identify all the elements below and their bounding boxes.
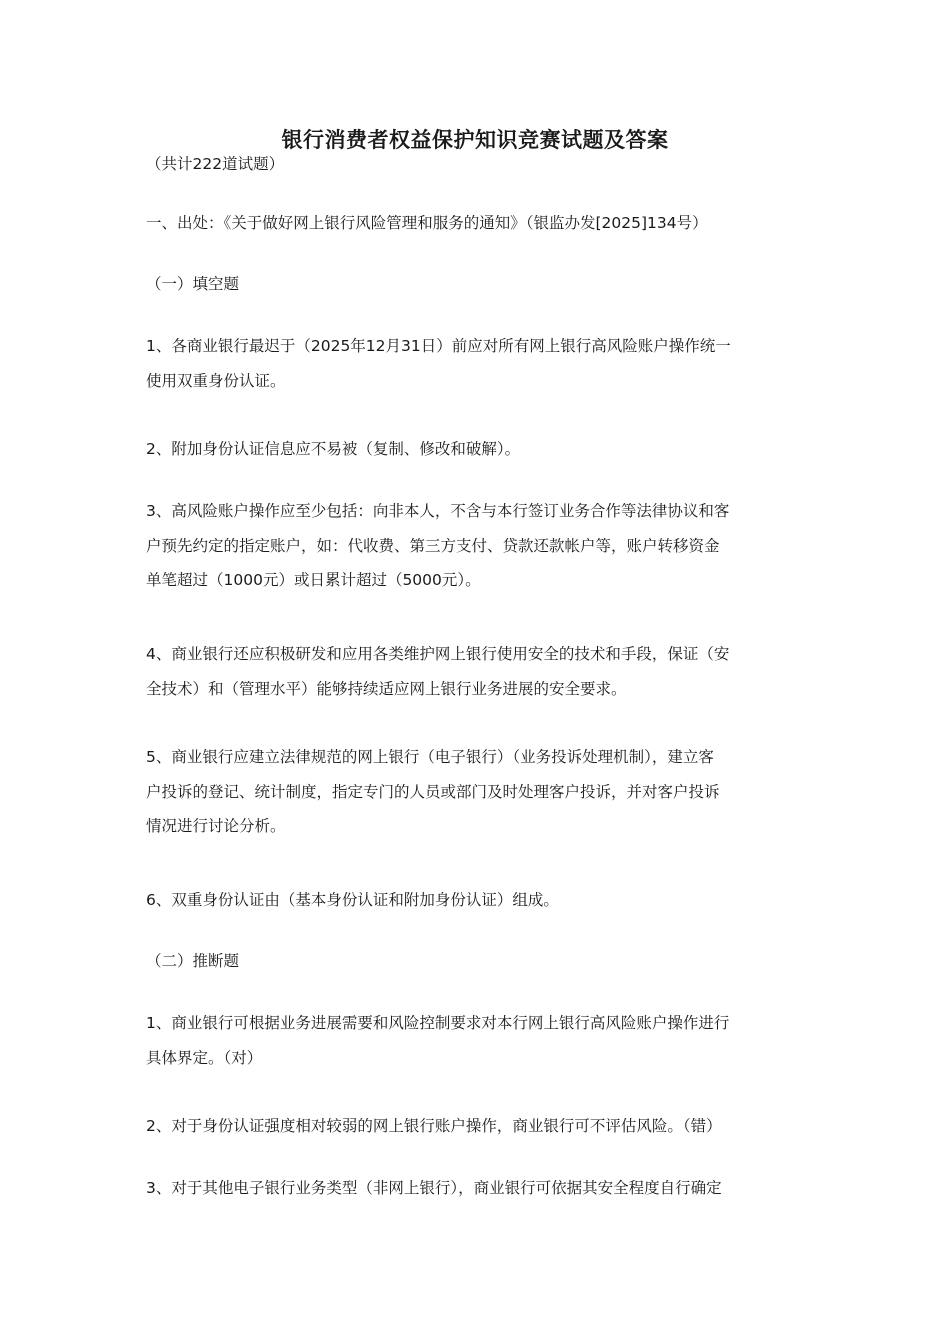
question-item	[146, 1171, 810, 1206]
question-item	[146, 1006, 810, 1075]
question-line: 2、附加身份认证信息应不易被（复制、修改和破解）。	[146, 440, 521, 458]
question-line: 6、双重身份认证由（基本身份认证和附加身份认证）组成。	[146, 891, 559, 909]
question-line: 单笔超过（1000元）或日累计超过（5000元）。	[146, 571, 481, 589]
question-line: 户投诉的登记、统计制度，指定专门的人员或部门及时处理客户投诉，并对客户投诉	[146, 782, 720, 801]
question-line: 2、对于身份认证强度相对较弱的网上银行账户操作，商业银行可不评估风险。（错）	[146, 1117, 722, 1135]
part-heading-judgement: （二）推断题	[146, 952, 240, 970]
document-subtitle: （共计222道试题）	[146, 155, 285, 173]
question-line: 具体界定。（对）	[146, 1048, 263, 1067]
question-line: 4、商业银行还应积极研发和应用各类维护网上银行使用安全的技术和手段，保证（安	[146, 645, 730, 663]
question-line: 使用双重身份认证。	[146, 371, 286, 390]
question-line: 全技术）和（管理水平）能够持续适应网上银行业务进展的安全要求。	[146, 679, 627, 698]
question-item	[146, 883, 810, 918]
question-item	[146, 432, 810, 467]
question-line: 3、对于其他电子银行业务类型（非网上银行），商业银行可依据其安全程度自行确定	[146, 1179, 722, 1197]
question-line: 户预先约定的指定账户，如：代收费、第三方支付、贷款还款帐户等，账户转移资金	[146, 536, 720, 555]
question-line: 5、商业银行应建立法律规范的网上银行（电子银行）（业务投诉处理机制），建立客	[146, 748, 714, 766]
document-title: 银行消费者权益保护知识竞赛试题及答案	[281, 128, 669, 152]
question-line: 3、高风险账户操作应至少包括：向非本人，不含与本行签订业务合作等法律协议和客	[146, 502, 730, 520]
question-item	[146, 637, 810, 706]
question-line: 1、商业银行可根据业务进展需要和风险控制要求对本行网上银行高风险账户操作进行	[146, 1014, 730, 1032]
question-item	[146, 740, 810, 844]
question-line: 情况进行讨论分析。	[146, 817, 286, 835]
part-heading-fill-blank: （一）填空题	[146, 275, 240, 293]
question-line: 1、各商业银行最迟于（2025年12月31日）前应对所有网上银行高风险账户操作统一	[146, 337, 731, 355]
question-item	[146, 329, 810, 398]
question-item	[146, 1109, 810, 1144]
question-item	[146, 494, 810, 598]
section-heading: 一、出处：《关于做好网上银行风险管理和服务的通知》（银监办发[2025]134号）	[146, 214, 708, 232]
